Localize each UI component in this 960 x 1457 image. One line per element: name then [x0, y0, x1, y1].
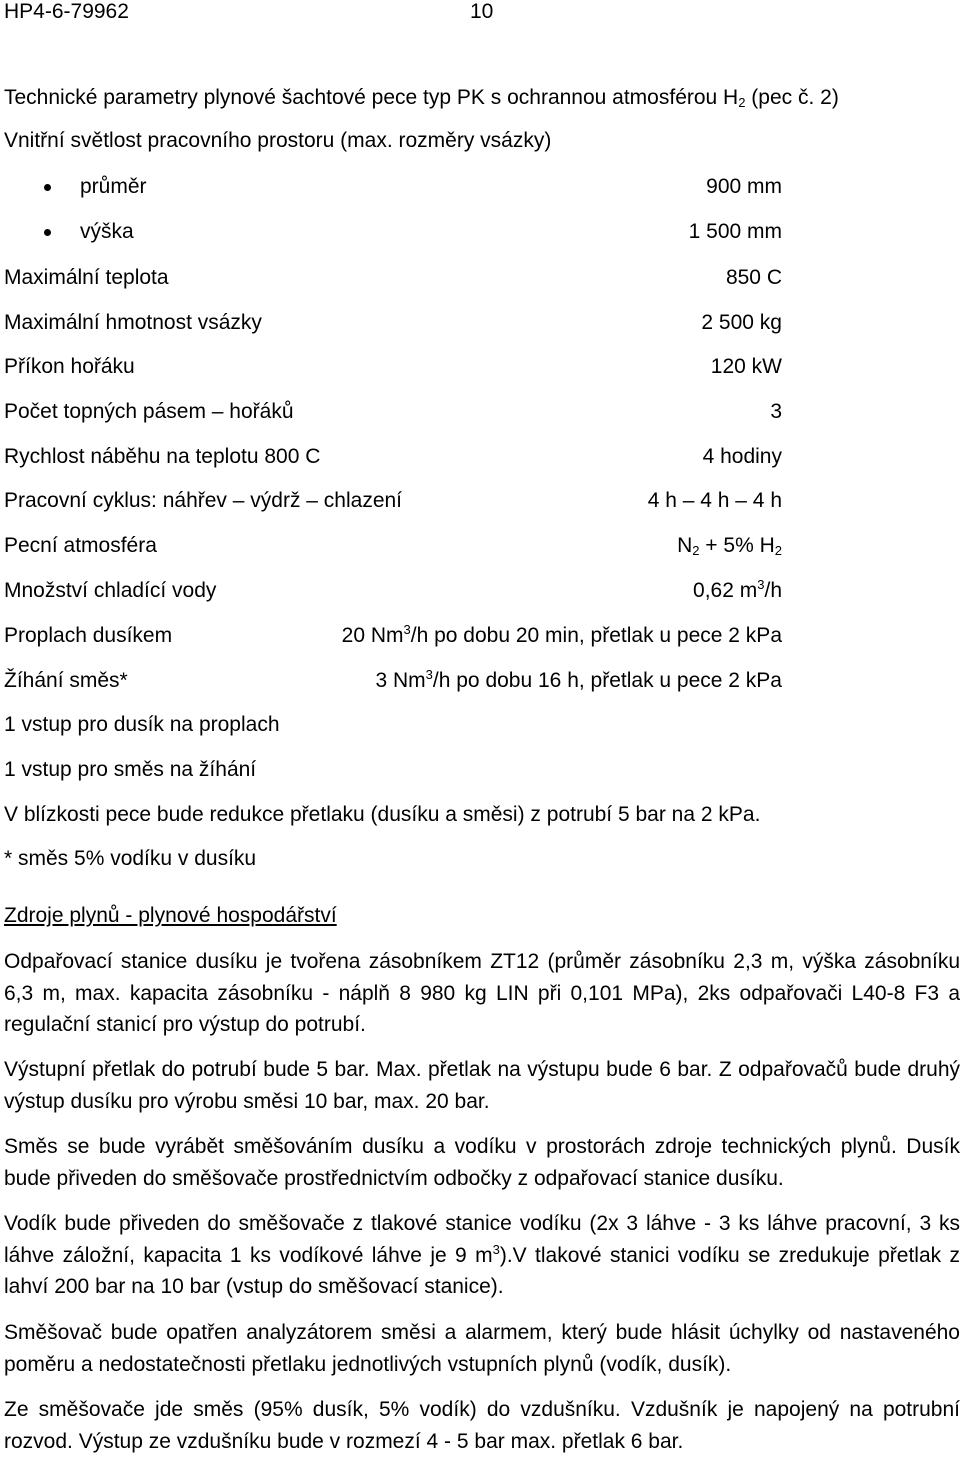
param-row-cycle [4, 487, 782, 515]
inner-space-label: Vnitřní světlost pracovního prostoru (max. rozměry vsázky) [4, 129, 552, 152]
note-mix-definition: * směs 5% vodíku v dusíku [4, 847, 257, 870]
param-value: 2 500 kg [701, 311, 782, 334]
note-inlet-mix: 1 vstup pro směs na žíhání [4, 758, 257, 781]
page-title [4, 84, 839, 112]
param-label: Maximální teplota [4, 266, 169, 289]
paragraph-2: Výstupní přetlak do potrubí bude 5 bar. Max. přetlak na výstupu bude 6 bar. Z odpařovačů bude druhý výstup dusíku pro výrobu směsi 10 bar, max. 20 bar. [4, 1058, 960, 1113]
value-sup: 3 [757, 577, 765, 592]
param-label: Rychlost náběhu na teplotu 800 C [4, 445, 321, 468]
param-value [677, 532, 782, 560]
param-row-purge [4, 622, 782, 650]
value-pre: 3 Nm [375, 669, 426, 692]
list-item [4, 173, 782, 201]
document-id: HP4-6-79962 [4, 0, 129, 23]
param-value: 850 C [725, 266, 782, 289]
param-label: Pracovní cyklus: náhřev – výdrž – chlazení [4, 489, 403, 512]
param-label: Proplach dusíkem [4, 624, 173, 647]
param-value: 1 500 mm [688, 220, 782, 243]
paragraph-4-sup: 3 [492, 1241, 500, 1257]
param-label: Počet topných pásem – hořáků [4, 400, 294, 423]
param-label: Maximální hmotnost vsázky [4, 311, 262, 334]
param-value: 900 mm [706, 175, 782, 198]
bullet-icon [44, 229, 51, 236]
bullet-icon [44, 184, 51, 191]
param-value: 4 h – 4 h – 4 h [647, 489, 782, 512]
value-post: /h [764, 579, 782, 602]
value-pre: 20 Nm [341, 624, 404, 647]
param-row-burner-power [4, 353, 782, 381]
formula-n: N [677, 534, 693, 557]
param-row-cooling-water [4, 577, 782, 605]
title-suffix: (pec č. 2) [745, 86, 839, 109]
paragraph-5: Směšovač bude opatřen analyzátorem směsi a alarmem, který bude hlásit úchylky od nastaveného poměru a nedostatečnosti přetlaku jednotlivých vstupních plynů (vodík, dusík). [4, 1321, 960, 1376]
section-heading: Zdroje plynů - plynové hospodářství [4, 904, 337, 927]
param-row-max-weight [4, 309, 782, 337]
param-value: 4 hodiny [702, 445, 782, 468]
param-label: průměr [80, 175, 147, 198]
note-inlet-n2: 1 vstup pro dusík na proplach [4, 713, 280, 736]
param-value [693, 577, 782, 605]
paragraph-4-post: ).V tlakové stanici vodíku se zredukuje přetlak z lahví 200 bar na 10 bar (vstup do směšovací stanice). [4, 1243, 960, 1298]
param-row-atmosphere [4, 532, 782, 560]
paragraph-3: Směs se bude vyrábět směšováním dusíku a vodíku v prostorách zdroje technických plynů. Dusík bude přiveden do směšovače prostřednictvím odbočky z odpařovací stanice dusíku. [4, 1135, 960, 1190]
param-row-heatup [4, 443, 782, 471]
value-pre: 0,62 m [693, 579, 758, 602]
title-main: Technické parametry plynové šachtové pece typ PK s ochrannou atmosférou H [4, 86, 739, 109]
param-label: výška [80, 220, 134, 243]
param-value: 120 kW [710, 355, 782, 378]
page-header [4, 0, 604, 24]
value-post: /h po dobu 20 min, přetlak u pece 2 kPa [410, 624, 782, 647]
formula-mid: + 5% H [699, 534, 775, 557]
param-value [342, 622, 782, 650]
param-label: Žíhání směs* [4, 669, 128, 692]
note-reduction: V blízkosti pece bude redukce přetlaku (dusíku a směsi) z potrubí 5 bar na 2 kPa. [4, 803, 761, 826]
param-label: Množství chladící vody [4, 579, 217, 602]
value-post: /h po dobu 16 h, přetlak u pece 2 kPa [432, 669, 782, 692]
param-label: Pecní atmosféra [4, 534, 157, 557]
value-sup: 3 [425, 667, 433, 682]
param-label: Příkon hořáku [4, 355, 135, 378]
formula-sub: 2 [774, 543, 782, 558]
title-sub: 2 [738, 95, 746, 110]
list-item [4, 218, 782, 246]
paragraph-1: Odpařovací stanice dusíku je tvořena zásobníkem ZT12 (průměr zásobníku 2,3 m, výška zásobníku 6,3 m, max. kapacita zásobníku - náplň 8 980 kg LIN při 0,101 MPa), 2ks odpařovači L40-8 F3 a regulační stanicí pro výstup do potrubí. [4, 950, 960, 1036]
param-value [375, 667, 782, 695]
paragraph-4-pre: Vodík bude přiveden do směšovače z tlakové stanice vodíku (2x 3 láhve - 3 ks láhve pracovní, 3 ks láhve záložní, kapacita 1 ks vodíkové láhve je 9 m [4, 1212, 960, 1267]
paragraph-4 [4, 1208, 960, 1303]
paragraph-6: Ze směšovače jde směs (95% dusík, 5% vodík) do vzdušníku. Vzdušník je napojený na potrubní rozvod. Výstup ze vzdušníku bude v rozmezí 4 - 5 bar max. přetlak 6 bar. [4, 1398, 960, 1453]
param-value: 3 [770, 400, 782, 423]
param-row-zones [4, 398, 782, 426]
param-row-max-temp [4, 264, 782, 292]
page-number: 10 [470, 0, 494, 23]
value-sup: 3 [403, 622, 411, 637]
formula-sub: 2 [692, 543, 700, 558]
param-row-annealing [4, 667, 782, 695]
